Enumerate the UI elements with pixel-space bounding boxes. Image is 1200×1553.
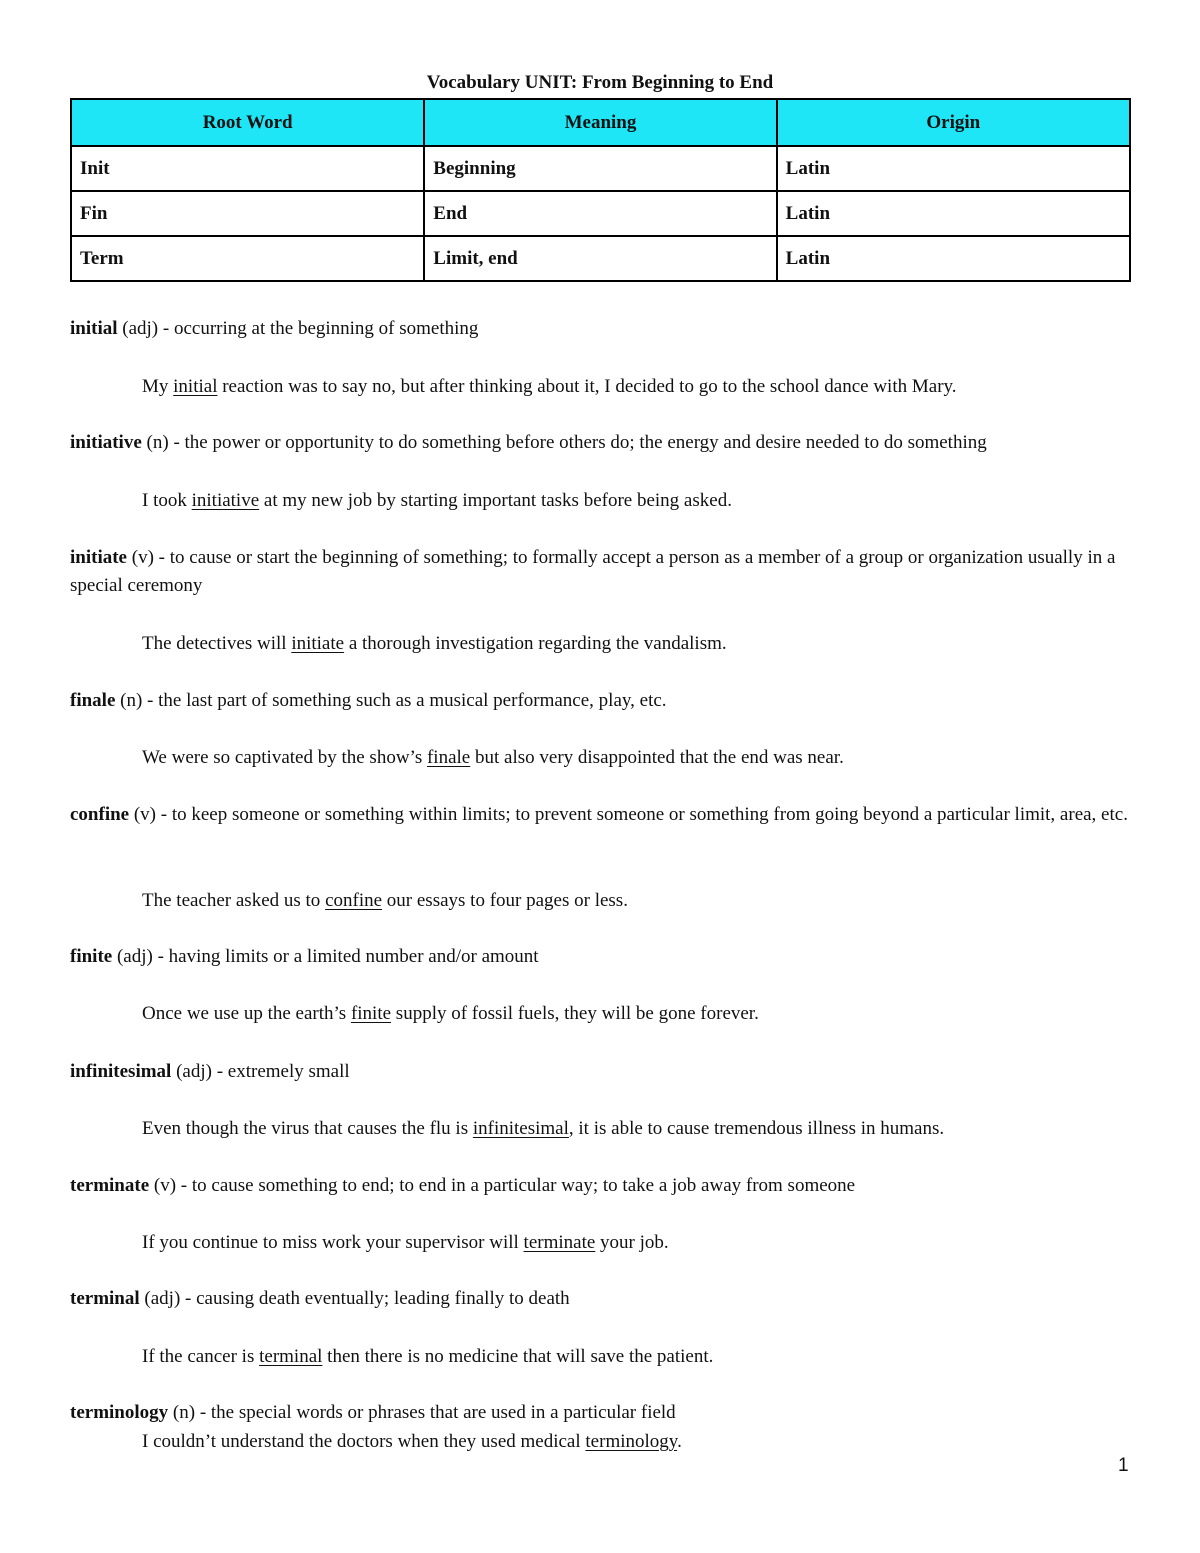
- example-text: We were so captivated by the show’s: [142, 747, 427, 768]
- vocab-definition-infinitesimal: [70, 1058, 1130, 1086]
- table-row: [71, 236, 1130, 281]
- example-text: supply of fossil fuels, they will be gone forever.: [391, 1003, 759, 1024]
- vocab-definition-finale: [70, 687, 1130, 715]
- column-header-origin: Origin: [777, 99, 1130, 146]
- definition-text: - to keep someone or something within limits; to prevent someone or something from going beyond a particular limit, area, etc.: [156, 804, 1128, 825]
- vocab-example-terminology: [142, 1428, 1132, 1456]
- example-text: The teacher asked us to: [142, 890, 326, 911]
- example-underlined-word: finale: [426, 747, 471, 768]
- example-underlined-word: terminal: [259, 1346, 323, 1367]
- example-text: a thorough investigation regarding the vandalism.: [344, 633, 727, 654]
- vocab-example-finite: [142, 1000, 1132, 1028]
- part-of-speech: (v): [149, 1175, 177, 1196]
- example-underlined-word: terminate: [523, 1232, 596, 1253]
- vocab-definition-finite: [70, 943, 1130, 971]
- vocab-term: initiative: [70, 432, 142, 453]
- example-text: at my new job by starting important tasks before being asked.: [259, 490, 732, 511]
- example-underlined-word: infinitesimal: [472, 1118, 569, 1139]
- part-of-speech: (v): [127, 547, 154, 568]
- definition-text: - occurring at the beginning of something: [158, 318, 479, 339]
- cell-origin: Latin: [777, 236, 1130, 281]
- part-of-speech: (adj): [117, 318, 159, 339]
- vocab-definition-initiate: [70, 544, 1130, 600]
- vocab-definition-initiative: [70, 429, 1130, 457]
- definition-text: - the last part of something such as a musical performance, play, etc.: [142, 690, 667, 711]
- part-of-speech: (v): [129, 804, 157, 825]
- example-underlined-word: terminology: [585, 1431, 678, 1452]
- root-word-table: [70, 98, 1131, 282]
- example-underlined-word: initial: [173, 376, 218, 397]
- example-text: but also very disappointed that the end was near.: [470, 747, 844, 768]
- definition-text: - having limits or a limited number and/or amount: [152, 946, 539, 967]
- vocab-example-terminal: [142, 1343, 1132, 1371]
- cell-meaning: End: [424, 191, 776, 236]
- example-text: The detectives will: [142, 633, 292, 654]
- table-row: [71, 191, 1130, 236]
- example-text: My: [142, 376, 174, 397]
- vocab-example-finale: [142, 744, 1132, 772]
- example-underlined-word: initiative: [191, 490, 260, 511]
- example-text: your job.: [595, 1232, 669, 1253]
- example-text: reaction was to say no, but after thinking about it, I decided to go to the school dance with Mary.: [217, 376, 957, 397]
- example-underlined-word: finite: [350, 1003, 392, 1024]
- example-underlined-word: initiate: [291, 633, 345, 654]
- vocab-term: terminology: [70, 1402, 169, 1423]
- part-of-speech: (n): [168, 1402, 196, 1423]
- definition-text: - to cause something to end; to end in a particular way; to take a job away from someone: [176, 1175, 856, 1196]
- example-text: If the cancer is: [142, 1346, 260, 1367]
- vocab-term: initiate: [70, 547, 127, 568]
- cell-origin: Latin: [777, 191, 1130, 236]
- example-text: Once we use up the earth’s: [142, 1003, 351, 1024]
- vocab-example-initiative: [142, 487, 1132, 515]
- table-header-row: [71, 99, 1130, 146]
- cell-meaning: Beginning: [424, 146, 776, 191]
- example-text: I took: [142, 490, 192, 511]
- definition-text: - to cause or start the beginning of something; to formally accept a person as a member of a group or organization usually in a special ceremony: [70, 547, 1121, 596]
- vocab-example-terminate: [142, 1229, 1132, 1257]
- definition-text: - causing death eventually; leading finally to death: [180, 1288, 570, 1309]
- column-header-meaning: Meaning: [424, 99, 776, 146]
- page-title: Vocabulary UNIT: From Beginning to End: [426, 72, 774, 93]
- cell-origin: Latin: [777, 146, 1130, 191]
- vocab-term: initial: [70, 318, 118, 339]
- column-header-root-word: Root Word: [71, 99, 424, 146]
- vocab-example-confine: [142, 887, 1132, 915]
- vocab-example-infinitesimal: [142, 1115, 1132, 1143]
- part-of-speech: (n): [115, 690, 143, 711]
- example-text: Even though the virus that causes the flu is: [142, 1118, 473, 1139]
- vocab-definition-terminology: [70, 1399, 1130, 1427]
- example-text: our essays to four pages or less.: [382, 890, 628, 911]
- vocab-definition-initial: [70, 315, 1130, 343]
- vocab-term: terminal: [70, 1288, 140, 1309]
- vocab-example-initial: [142, 373, 1132, 401]
- example-text: .: [677, 1431, 682, 1452]
- page-number: 1: [1118, 1455, 1129, 1476]
- vocab-term: finale: [70, 690, 116, 711]
- definition-text: - the power or opportunity to do something before others do; the energy and desire needed to do something: [168, 432, 987, 453]
- example-underlined-word: confine: [325, 890, 383, 911]
- vocab-term: confine: [70, 804, 130, 825]
- vocab-term: terminate: [70, 1175, 150, 1196]
- cell-root-word: Term: [71, 236, 424, 281]
- vocab-definition-terminal: [70, 1285, 1130, 1313]
- example-text: , it is able to cause tremendous illness in humans.: [568, 1118, 945, 1139]
- vocab-definition-confine: [70, 801, 1130, 829]
- vocab-example-initiate: [142, 630, 1132, 658]
- cell-root-word: Init: [71, 146, 424, 191]
- part-of-speech: (adj): [112, 946, 153, 967]
- vocab-definition-terminate: [70, 1172, 1130, 1200]
- example-text: If you continue to miss work your supervisor will: [142, 1232, 524, 1253]
- part-of-speech: (adj): [171, 1061, 212, 1082]
- table-row: [71, 146, 1130, 191]
- definition-text: - the special words or phrases that are used in a particular field: [195, 1402, 676, 1423]
- cell-root-word: Fin: [71, 191, 424, 236]
- example-text: then there is no medicine that will save the patient.: [322, 1346, 714, 1367]
- cell-meaning: Limit, end: [424, 236, 776, 281]
- part-of-speech: (n): [141, 432, 169, 453]
- part-of-speech: (adj): [139, 1288, 181, 1309]
- definition-text: - extremely small: [211, 1061, 350, 1082]
- example-text: I couldn’t understand the doctors when they used medical: [142, 1431, 586, 1452]
- vocab-term: infinitesimal: [70, 1061, 172, 1082]
- vocab-term: finite: [70, 946, 113, 967]
